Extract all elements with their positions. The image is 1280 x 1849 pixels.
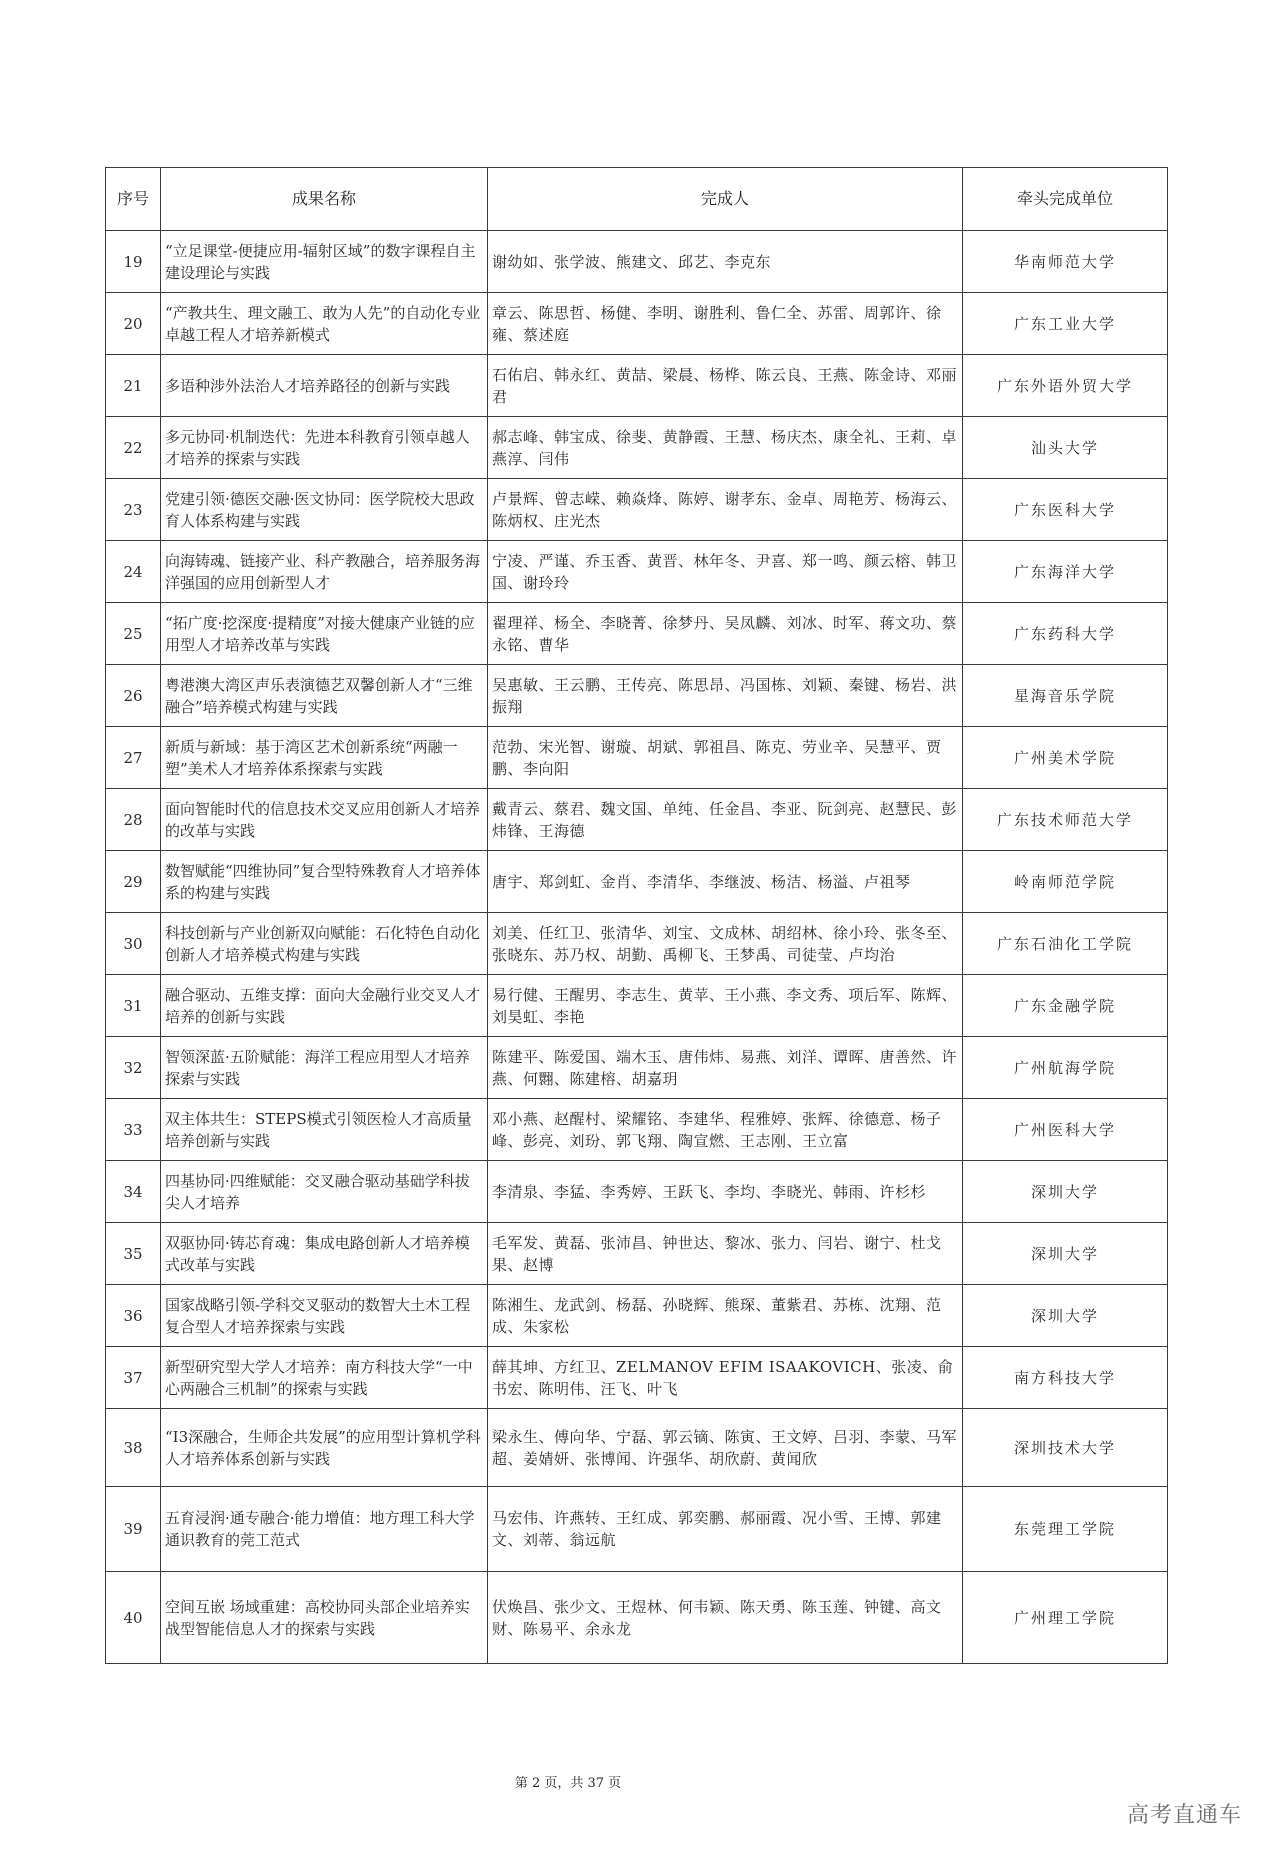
header-name: 成果名称 xyxy=(161,168,488,231)
row-completers: 章云、陈思哲、杨健、李明、谢胜利、鲁仁全、苏雷、周郭许、徐雍、蔡述庭 xyxy=(488,293,963,355)
table-row xyxy=(106,1409,1168,1487)
row-completers: 刘美、任红卫、张清华、刘宝、文成林、胡绍林、徐小玲、张冬至、张晓东、苏乃权、胡勤、禹柳飞、王梦禹、司徒莹、卢均治 xyxy=(488,913,963,975)
row-completers: 邓小燕、赵醒村、梁耀铭、李建华、程雅婷、张辉、徐德意、杨子峰、彭亮、刘玢、郭飞翔、陶宣燃、王志刚、王立富 xyxy=(488,1099,963,1161)
row-completers: 宁凌、严谨、乔玉香、黄晋、林年冬、尹喜、郑一鸣、颜云榕、韩卫国、谢玲玲 xyxy=(488,541,963,603)
row-achievement-name: 多元协同·机制迭代：先进本科教育引领卓越人才培养的探索与实践 xyxy=(161,417,488,479)
row-completers: 马宏伟、许燕转、王红成、郭奕鹏、郝丽霞、况小雪、王博、郭建文、刘蒂、翁远航 xyxy=(488,1487,963,1572)
row-achievement-name: 融合驱动、五维支撑：面向大金融行业交叉人才培养的创新与实践 xyxy=(161,975,488,1037)
row-lead-unit: 深圳技术大学 xyxy=(963,1409,1168,1487)
row-achievement-name: “立足课堂-便捷应用-辐射区域”的数字课程自主建设理论与实践 xyxy=(161,231,488,293)
table-row xyxy=(106,1487,1168,1572)
table-row xyxy=(106,541,1168,603)
row-achievement-name: 面向智能时代的信息技术交叉应用创新人才培养的改革与实践 xyxy=(161,789,488,851)
row-lead-unit: 广州美术学院 xyxy=(963,727,1168,789)
row-seq: 39 xyxy=(106,1487,161,1572)
page-number: 第 2 页，共 37 页 xyxy=(514,1776,622,1791)
row-lead-unit: 广东医科大学 xyxy=(963,479,1168,541)
row-lead-unit: 汕头大学 xyxy=(963,417,1168,479)
header-people: 完成人 xyxy=(488,168,963,231)
row-completers: 李清泉、李猛、李秀婷、王跃飞、李均、李晓光、韩雨、许杉杉 xyxy=(488,1161,963,1223)
row-seq: 29 xyxy=(106,851,161,913)
row-lead-unit: 广东外语外贸大学 xyxy=(963,355,1168,417)
row-achievement-name: 空间互嵌 场域重建：高校协同头部企业培养实战型智能信息人才的探索与实践 xyxy=(161,1572,488,1664)
row-seq: 20 xyxy=(106,293,161,355)
table-row xyxy=(106,1161,1168,1223)
table-row xyxy=(106,231,1168,293)
row-lead-unit: 广东技术师范大学 xyxy=(963,789,1168,851)
table-row xyxy=(106,1037,1168,1099)
row-achievement-name: 智领深蓝·五阶赋能：海洋工程应用型人才培养探索与实践 xyxy=(161,1037,488,1099)
row-seq: 38 xyxy=(106,1409,161,1487)
row-lead-unit: 广州理工学院 xyxy=(963,1572,1168,1664)
row-lead-unit: 广东海洋大学 xyxy=(963,541,1168,603)
table-header-row xyxy=(106,168,1168,231)
row-achievement-name: 五育浸润·通专融合·能力增值：地方理工科大学通识教育的莞工范式 xyxy=(161,1487,488,1572)
row-lead-unit: 广州医科大学 xyxy=(963,1099,1168,1161)
row-lead-unit: 广东工业大学 xyxy=(963,293,1168,355)
row-completers: 梁永生、傅向华、宁磊、郭云镝、陈寅、王文婷、吕羽、李蒙、马军超、姜婧妍、张博闻、许强华、胡欣蔚、黄闻欣 xyxy=(488,1409,963,1487)
table-row xyxy=(106,603,1168,665)
row-completers: 易行健、王醒男、李志生、黄苹、王小燕、李文秀、项后军、陈辉、刘昊虹、李艳 xyxy=(488,975,963,1037)
row-lead-unit: 南方科技大学 xyxy=(963,1347,1168,1409)
row-completers: 石佑启、韩永红、黄喆、梁晨、杨桦、陈云良、王燕、陈金诗、邓丽君 xyxy=(488,355,963,417)
row-achievement-name: 四基协同·四维赋能：交叉融合驱动基础学科拔尖人才培养 xyxy=(161,1161,488,1223)
row-achievement-name: 数智赋能“四维协同”复合型特殊教育人才培养体系的构建与实践 xyxy=(161,851,488,913)
row-achievement-name: “产教共生、理文融工、敢为人先”的自动化专业卓越工程人才培养新模式 xyxy=(161,293,488,355)
row-lead-unit: 华南师范大学 xyxy=(963,231,1168,293)
row-lead-unit: 东莞理工学院 xyxy=(963,1487,1168,1572)
row-lead-unit: 广东金融学院 xyxy=(963,975,1168,1037)
row-lead-unit: 深圳大学 xyxy=(963,1223,1168,1285)
row-seq: 34 xyxy=(106,1161,161,1223)
row-completers: 陈建平、陈爱国、端木玉、唐伟炜、易燕、刘洋、谭晖、唐善然、许燕、何翾、陈建榕、胡嘉玥 xyxy=(488,1037,963,1099)
row-seq: 22 xyxy=(106,417,161,479)
row-completers: 谢幼如、张学波、熊建文、邱艺、李克东 xyxy=(488,231,963,293)
header-unit: 牵头完成单位 xyxy=(963,168,1168,231)
row-lead-unit: 深圳大学 xyxy=(963,1285,1168,1347)
row-achievement-name: 新型研究型大学人才培养：南方科技大学“一中心两融合三机制”的探索与实践 xyxy=(161,1347,488,1409)
table-row xyxy=(106,975,1168,1037)
table-row xyxy=(106,727,1168,789)
row-seq: 23 xyxy=(106,479,161,541)
row-completers: 吴惠敏、王云鹏、王传亮、陈思昂、冯国栋、刘颖、秦键、杨岩、洪振翔 xyxy=(488,665,963,727)
row-seq: 19 xyxy=(106,231,161,293)
table-row xyxy=(106,851,1168,913)
row-achievement-name: 粤港澳大湾区声乐表演德艺双馨创新人才“三维融合”培养模式构建与实践 xyxy=(161,665,488,727)
row-completers: 卢景辉、曾志嵘、赖焱烽、陈婷、谢孝东、金卓、周艳芳、杨海云、陈炳权、庄光杰 xyxy=(488,479,963,541)
row-seq: 37 xyxy=(106,1347,161,1409)
table-row xyxy=(106,293,1168,355)
row-completers: 戴青云、蔡君、魏文国、单纯、任金昌、李亚、阮剑亮、赵慧民、彭炜锋、王海德 xyxy=(488,789,963,851)
table-row xyxy=(106,913,1168,975)
header-seq: 序号 xyxy=(106,168,161,231)
row-lead-unit: 深圳大学 xyxy=(963,1161,1168,1223)
row-lead-unit: 岭南师范学院 xyxy=(963,851,1168,913)
table-row xyxy=(106,1572,1168,1664)
row-completers: 伏焕昌、张少文、王煜林、何韦颖、陈天勇、陈玉莲、钟键、高文财、陈易平、余永龙 xyxy=(488,1572,963,1664)
row-seq: 33 xyxy=(106,1099,161,1161)
row-seq: 30 xyxy=(106,913,161,975)
table-row xyxy=(106,355,1168,417)
row-achievement-name: 新质与新域：基于湾区艺术创新系统“两融一塑”美术人才培养体系探索与实践 xyxy=(161,727,488,789)
table-row xyxy=(106,665,1168,727)
row-achievement-name: “拓广度·挖深度·提精度”对接大健康产业链的应用型人才培养改革与实践 xyxy=(161,603,488,665)
table-row xyxy=(106,789,1168,851)
row-seq: 35 xyxy=(106,1223,161,1285)
row-achievement-name: 双驱协同·铸芯育魂：集成电路创新人才培养模式改革与实践 xyxy=(161,1223,488,1285)
row-completers: 陈湘生、龙武剑、杨磊、孙晓辉、熊琛、董紫君、苏栋、沈翔、范成、朱家松 xyxy=(488,1285,963,1347)
row-achievement-name: “I3深融合，生师企共发展”的应用型计算机学科人才培养体系创新与实践 xyxy=(161,1409,488,1487)
row-seq: 24 xyxy=(106,541,161,603)
table-row xyxy=(106,417,1168,479)
watermark-text: 高考直通车 xyxy=(1126,1803,1242,1828)
row-completers: 翟理祥、杨全、李晓菁、徐梦丹、吴凤麟、刘冰、时军、蒋文功、蔡永铭、曹华 xyxy=(488,603,963,665)
row-seq: 28 xyxy=(106,789,161,851)
row-seq: 26 xyxy=(106,665,161,727)
row-completers: 毛军发、黄磊、张沛昌、钟世达、黎冰、张力、闫岩、谢宁、杜戈果、赵博 xyxy=(488,1223,963,1285)
page-footer xyxy=(0,1772,1280,1791)
table-row xyxy=(106,1223,1168,1285)
row-seq: 27 xyxy=(106,727,161,789)
row-achievement-name: 国家战略引领-学科交叉驱动的数智大土木工程复合型人才培养探索与实践 xyxy=(161,1285,488,1347)
table-row xyxy=(106,479,1168,541)
table-row xyxy=(106,1347,1168,1409)
row-completers: 范勃、宋光智、谢璇、胡斌、郭祖昌、陈克、劳业辛、吴慧平、贾鹏、李向阳 xyxy=(488,727,963,789)
row-achievement-name: 科技创新与产业创新双向赋能：石化特色自动化创新人才培养模式构建与实践 xyxy=(161,913,488,975)
row-achievement-name: 向海铸魂、链接产业、科产教融合，培养服务海洋强国的应用创新型人才 xyxy=(161,541,488,603)
row-seq: 25 xyxy=(106,603,161,665)
row-achievement-name: 党建引领·德医交融·医文协同：医学院校大思政育人体系构建与实践 xyxy=(161,479,488,541)
row-seq: 40 xyxy=(106,1572,161,1664)
row-seq: 31 xyxy=(106,975,161,1037)
row-seq: 32 xyxy=(106,1037,161,1099)
row-lead-unit: 广东石油化工学院 xyxy=(963,913,1168,975)
row-completers: 薛其坤、方红卫、ZELMANOV EFIM ISAAKOVICH、张凌、俞书宏、陈明伟、汪飞、叶飞 xyxy=(488,1347,963,1409)
row-achievement-name: 双主体共生：STEPS模式引领医检人才高质量培养创新与实践 xyxy=(161,1099,488,1161)
row-lead-unit: 星海音乐学院 xyxy=(963,665,1168,727)
row-completers: 唐宇、郑剑虹、金肖、李清华、李继波、杨洁、杨溢、卢祖琴 xyxy=(488,851,963,913)
row-completers: 郝志峰、韩宝成、徐斐、黄静霞、王慧、杨庆杰、康全礼、王莉、卓燕淳、闫伟 xyxy=(488,417,963,479)
row-seq: 36 xyxy=(106,1285,161,1347)
awards-table xyxy=(105,167,1168,1664)
row-seq: 21 xyxy=(106,355,161,417)
row-achievement-name: 多语种涉外法治人才培养路径的创新与实践 xyxy=(161,355,488,417)
table-row xyxy=(106,1099,1168,1161)
table-row xyxy=(106,1285,1168,1347)
row-lead-unit: 广东药科大学 xyxy=(963,603,1168,665)
row-lead-unit: 广州航海学院 xyxy=(963,1037,1168,1099)
